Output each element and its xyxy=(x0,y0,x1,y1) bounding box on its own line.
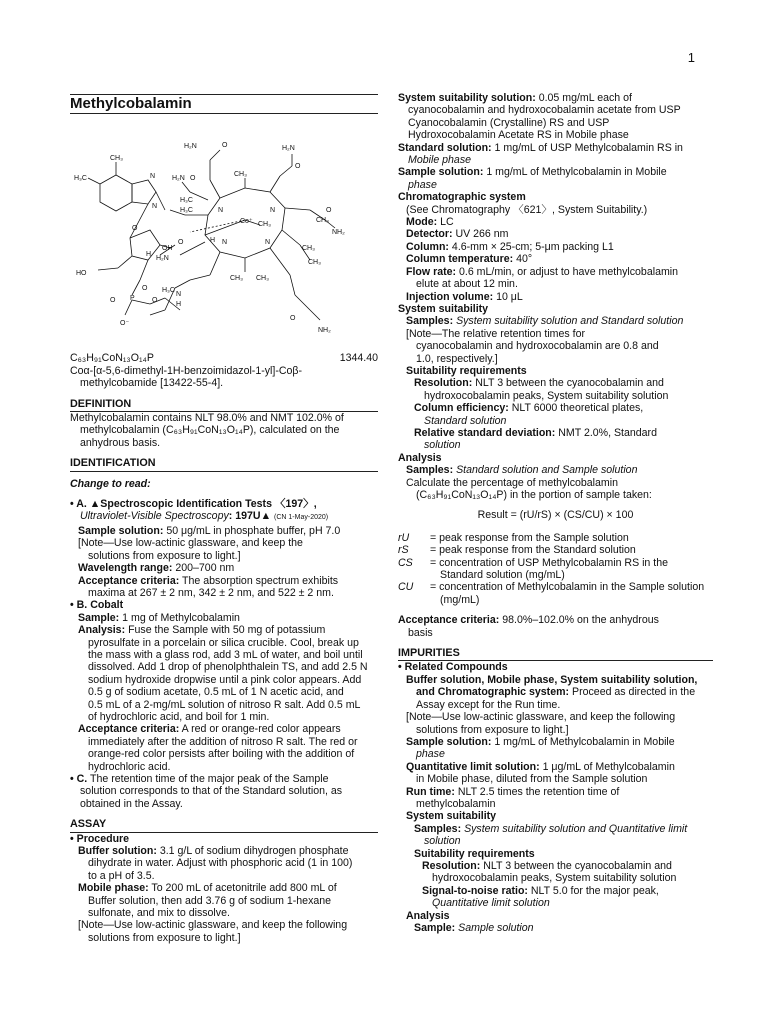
label: Relative standard deviation: xyxy=(414,426,556,439)
value: of hydrochloric acid, and boil for 1 min. xyxy=(88,710,270,723)
system-suitability-heading: System suitability xyxy=(406,810,497,823)
test-c-label: • C. xyxy=(70,773,88,785)
value: NLT 6000 theoretical plates, xyxy=(511,402,644,415)
value: elute at about 12 min. xyxy=(416,278,518,291)
value: phase xyxy=(408,178,437,191)
label: Column efficiency: xyxy=(414,402,509,415)
value: UV 266 nm xyxy=(455,228,509,241)
analysis-heading: Analysis xyxy=(406,909,450,922)
label: Samples: xyxy=(406,315,454,328)
label: Buffer solution, Mobile phase, System suitability solution, xyxy=(406,673,698,686)
value: orange-red color persists after boiling with the addition of xyxy=(88,748,355,761)
note: solutions from exposure to light.] xyxy=(88,931,241,944)
value: NLT 3 between the cyanocobalamin and xyxy=(483,859,672,872)
monograph-title: Methylcobalamin xyxy=(70,94,378,114)
value: Buffer solution, then add 3.76 g of sodium 1-hexane xyxy=(88,894,332,907)
struct-label: H xyxy=(176,301,182,309)
label: Sample solution: xyxy=(398,166,484,179)
value: LC xyxy=(440,216,454,229)
value: the mass with a glass rod, add 3 mL of water, and boil until xyxy=(88,648,363,661)
note: solutions from exposure to light.] xyxy=(416,723,569,736)
chemical-name xyxy=(70,365,378,390)
impurities-heading: IMPURITIES xyxy=(398,647,713,661)
value: hydrochloric acid. xyxy=(88,760,171,773)
def-line: methylcobalamin (C₆₃H₉₁CoN₁₃O₁₄P), calculated on the xyxy=(80,424,340,437)
value: (C₆₃H₉₁CoN₁₃O₁₄P) in the portion of sample taken: xyxy=(416,489,652,501)
meaning: = concentration of Methylcobalamin in the Sample solution (mg/mL) xyxy=(430,581,705,606)
value: 0.05 mg/mL each of xyxy=(538,92,632,104)
value: Standard solution and Sample solution xyxy=(456,464,638,477)
struct-label: N xyxy=(270,207,276,215)
test-a-cn: (CN 1-May-2020) xyxy=(274,514,329,522)
value: 1 mg/mL of Methylcobalamin in Mobile xyxy=(494,735,675,748)
struct-label: O xyxy=(222,142,228,150)
label: Wavelength range: xyxy=(78,562,173,575)
value: NMT 2.0%, Standard xyxy=(558,426,657,439)
page-number: 1 xyxy=(687,50,695,65)
struct-label: O xyxy=(295,163,301,171)
test-a-label: • A. ▲Spectroscopic Identification Tests 〈197〉, xyxy=(70,498,317,511)
value: 0.5 mL of a 2-mg/mL solution of nitroso R salt. Add 0.5 mL xyxy=(88,698,361,711)
struct-label: O⁻ xyxy=(120,320,130,328)
note: solutions from exposure to light.] xyxy=(88,549,241,562)
label: Standard solution: xyxy=(398,141,492,154)
definition-row xyxy=(398,544,713,556)
struct-label: H xyxy=(146,251,152,259)
value: A red or orange-red color appears xyxy=(181,723,341,736)
label: Column temperature: xyxy=(406,253,514,266)
struct-label: O xyxy=(190,175,196,183)
value: Fuse the Sample with 50 mg of potassium xyxy=(128,624,326,637)
note: [Note—The relative retention times for xyxy=(406,327,585,340)
value: 98.0%–102.0% on the anhydrous xyxy=(502,614,659,627)
value: 1 mg/mL of USP Methylcobalamin RS in xyxy=(494,141,683,154)
label: Run time: xyxy=(406,785,455,798)
struct-label: N xyxy=(222,239,228,247)
label: Flow rate: xyxy=(406,265,457,278)
test-a-method: Ultraviolet-Visible Spectroscopy xyxy=(80,510,229,523)
label: Injection volume: xyxy=(406,290,494,303)
value: The absorption spectrum exhibits xyxy=(182,574,339,587)
struct-label: N xyxy=(265,239,271,247)
value: solution xyxy=(424,439,461,452)
label: Samples: xyxy=(414,822,462,835)
symbol: CS xyxy=(398,556,413,569)
struct-label: NH₂ xyxy=(318,327,331,335)
structure-diagram xyxy=(70,120,378,348)
label: Mobile phase: xyxy=(78,882,149,895)
value: hydroxocobalamin peaks, System suitability solution xyxy=(432,872,677,885)
left-column xyxy=(70,92,378,944)
def-line: anhydrous basis. xyxy=(80,436,161,449)
test-a xyxy=(70,498,378,599)
struct-label: CH₃ xyxy=(234,171,247,179)
label: Analysis: xyxy=(78,624,126,637)
label: Detector: xyxy=(406,228,453,241)
value: 0.5 g of sodium acetate, 0.5 mL of 1 N acetic acid, and xyxy=(88,686,344,699)
label: Acceptance criteria: xyxy=(398,614,500,627)
analysis-heading: Analysis xyxy=(398,451,442,464)
value: To 200 mL of acetonitrile add 800 mL of xyxy=(151,882,337,895)
definition-row xyxy=(398,557,713,582)
definition-heading: DEFINITION xyxy=(70,398,378,412)
struct-label: H₃C xyxy=(180,197,193,205)
value: 4.6-mm × 25-cm; 5-μm packing L1 xyxy=(451,240,614,253)
struct-label: Co⁺ xyxy=(240,218,253,226)
struct-label: CH₃ xyxy=(316,217,329,225)
value: obtained in the Assay. xyxy=(80,797,183,810)
note: [Note—Use low-actinic glassware, and keep the following xyxy=(406,711,676,724)
molecular-formula: C₆₃H₉₁CoN₁₃O₁₄P xyxy=(70,352,154,365)
chem-name-line: methylcobamide [13422-55-4]. xyxy=(80,377,224,390)
struct-label: N xyxy=(150,173,156,181)
label: and Chromatographic system: xyxy=(416,686,570,699)
label: Sample: xyxy=(78,611,120,624)
label: Column: xyxy=(406,240,449,253)
note: [Note—Use low-actinic glassware, and keep the following xyxy=(78,919,348,932)
struct-label: O xyxy=(178,239,184,247)
value: dissolved. Add 1 drop of phenolphthalein TS, and add 2.5 N xyxy=(88,661,368,674)
label: Resolution: xyxy=(422,859,481,872)
struct-label: H₂N xyxy=(184,143,197,151)
definition-text xyxy=(70,412,378,449)
value: sodium hydroxide dropwise until a pink color appears. Add xyxy=(88,673,362,686)
struct-label: O xyxy=(152,297,158,305)
struct-label: CH₃ xyxy=(258,221,271,229)
value: pyrosulfate in a porcelain or silica crucible. Cool, break up xyxy=(88,636,359,649)
value: NLT 3 between the cyanocobalamin and xyxy=(475,377,664,390)
meaning: = peak response from the Standard solution xyxy=(430,544,636,557)
struct-label: O xyxy=(326,207,332,215)
value: maxima at 267 ± 2 nm, 342 ± 2 nm, and 522 ± 2 nm. xyxy=(88,586,334,599)
value: in Mobile phase, diluted from the Sample solution xyxy=(416,773,648,786)
value: 200–700 nm xyxy=(175,562,235,575)
label: Sample solution: xyxy=(78,524,164,537)
value: System suitability solution and Quantitative limit xyxy=(464,822,688,835)
struct-label: CH₃ xyxy=(110,155,123,163)
molecular-formula-row xyxy=(70,352,378,364)
struct-label: CH₃ xyxy=(230,275,243,283)
value: Assay except for the Run time. xyxy=(416,698,561,711)
struct-label: H₂N xyxy=(172,175,185,183)
value: 0.6 mL/min, or adjust to have methylcobalamin xyxy=(458,265,679,278)
struct-label: H xyxy=(210,237,216,245)
value: basis xyxy=(408,626,433,639)
value: Mobile phase xyxy=(408,154,472,167)
struct-label: O xyxy=(110,297,116,305)
identification-heading: IDENTIFICATION xyxy=(70,457,378,471)
value: solution xyxy=(424,835,461,848)
meaning: = concentration of USP Methylcobalamin RS in the Standard solution (mg/mL) xyxy=(430,556,668,582)
value: immediately after the addition of nitroso R salt. The red or xyxy=(88,735,358,748)
struct-label: CH₃ xyxy=(302,245,315,253)
value: NLT 2.5 times the retention time of xyxy=(457,785,620,798)
related-compounds-label: • Related Compounds xyxy=(398,661,508,674)
value: 1 mg/mL of Methylcobalamin in Mobile xyxy=(486,166,667,179)
assay-heading: ASSAY xyxy=(70,818,378,832)
symbol: rS xyxy=(398,544,409,557)
procedure-label: • Procedure xyxy=(70,832,130,845)
struct-label: H₂N xyxy=(282,145,295,153)
struct-label: H₃C xyxy=(162,287,175,295)
chromatographic-system-heading: Chromatographic system xyxy=(398,191,526,204)
value: sulfonate, and mix to dissolve. xyxy=(88,907,230,920)
value: solution corresponds to that of the Standard solution, as xyxy=(80,785,343,798)
value: Calculate the percentage of methylcobalamin xyxy=(406,476,618,489)
test-a-mark: : 197U▲ xyxy=(228,510,272,523)
definition-row xyxy=(398,581,713,606)
struct-label: CH₃ xyxy=(256,275,269,283)
value: 40° xyxy=(516,253,533,266)
label: Buffer solution: xyxy=(78,845,157,858)
value: cyanocobalamin and hydroxocobalamin acetate from USP xyxy=(408,104,681,117)
value: (See Chromatography 〈621〉, System Suitability.) xyxy=(406,203,648,216)
value: to a pH of 3.5. xyxy=(88,869,155,882)
system-suitability-heading: System suitability xyxy=(398,302,489,315)
label: Quantitative limit solution: xyxy=(406,760,540,773)
change-notice: Change to read: xyxy=(70,477,151,490)
result-equation: Result = (rU/rS) × (CS/CU) × 100 xyxy=(477,509,634,522)
label: Mode: xyxy=(406,216,438,229)
struct-label: O xyxy=(132,225,138,233)
meaning: = peak response from the Sample solution xyxy=(430,531,629,544)
suitability-requirements-heading: Suitability requirements xyxy=(414,847,535,860)
struct-label: N xyxy=(218,207,224,215)
symbol: CU xyxy=(398,581,414,594)
struct-label: H₃C xyxy=(74,175,87,183)
value: Cyanocobalamin (Crystalline) RS and USP xyxy=(408,116,610,129)
struct-label: CH₃ xyxy=(308,259,321,267)
def-line: Methylcobalamin contains NLT 98.0% and NMT 102.0% of xyxy=(70,412,344,425)
struct-label: O xyxy=(142,285,148,293)
note: 1.0, respectively.] xyxy=(416,352,498,365)
value: methylcobalamin xyxy=(416,797,496,810)
value: Hydroxocobalamin Acetate RS in Mobile phase xyxy=(408,129,629,142)
symbol: rU xyxy=(398,531,410,544)
struct-label: N xyxy=(176,291,182,299)
value: Proceed as directed in the xyxy=(572,686,696,699)
value: dihydrate in water. Adjust with phosphoric acid (1 in 100) xyxy=(88,857,353,870)
struct-label: N xyxy=(152,203,158,211)
value: 3.1 g/L of sodium dihydrogen phosphate xyxy=(159,845,349,858)
label: System suitability solution: xyxy=(398,92,536,104)
label: Sample solution: xyxy=(406,735,492,748)
value: 1 μg/mL of Methylcobalamin xyxy=(542,760,675,773)
value: Sample solution xyxy=(458,922,534,934)
chem-name-line: Coα-[α-5,6-dimethyl-1H-benzoimidazol-1-yl]-Coβ- xyxy=(70,364,303,377)
test-b xyxy=(70,599,378,773)
value: Standard solution xyxy=(424,414,507,427)
value: System suitability solution and Standard solution xyxy=(456,315,684,328)
molecular-weight: 1344.40 xyxy=(339,352,378,365)
value: 50 μg/mL in phosphate buffer, pH 7.0 xyxy=(166,524,341,537)
label: Acceptance criteria: xyxy=(78,574,180,587)
struct-label: H₂N xyxy=(156,255,169,263)
note: [Note—Use low-actinic glassware, and keep the xyxy=(78,537,303,550)
label: Resolution: xyxy=(414,377,473,390)
struct-label: NH₂ xyxy=(332,229,345,237)
value: 10 μL xyxy=(496,290,523,303)
struct-label: OH xyxy=(162,245,173,253)
label: Sample: xyxy=(414,922,456,934)
definition-row xyxy=(398,532,713,544)
right-column xyxy=(398,92,713,934)
label: Signal-to-noise ratio: xyxy=(422,884,528,897)
value: Quantitative limit solution xyxy=(432,897,550,910)
suitability-requirements-heading: Suitability requirements xyxy=(406,364,527,377)
value: The retention time of the major peak of the Sample xyxy=(90,773,329,785)
methylcobalamin-structure xyxy=(70,120,378,348)
value: 1 mg of Methylcobalamin xyxy=(122,611,240,624)
label: Acceptance criteria: xyxy=(78,723,180,736)
value: hydroxocobalamin peaks, System suitability solution xyxy=(424,389,669,402)
test-b-label: • B. Cobalt xyxy=(70,599,124,612)
note: cyanocobalamin and hydroxocobalamin are 0.8 and xyxy=(416,340,659,353)
test-c xyxy=(70,773,378,810)
struct-label: H₃C xyxy=(180,207,193,215)
label: Samples: xyxy=(406,464,454,477)
struct-label: P xyxy=(130,295,135,303)
struct-label: HO xyxy=(76,270,87,278)
value: phase xyxy=(416,748,445,761)
value: NLT 5.0 for the major peak, xyxy=(530,884,659,897)
struct-label: O xyxy=(290,315,296,323)
